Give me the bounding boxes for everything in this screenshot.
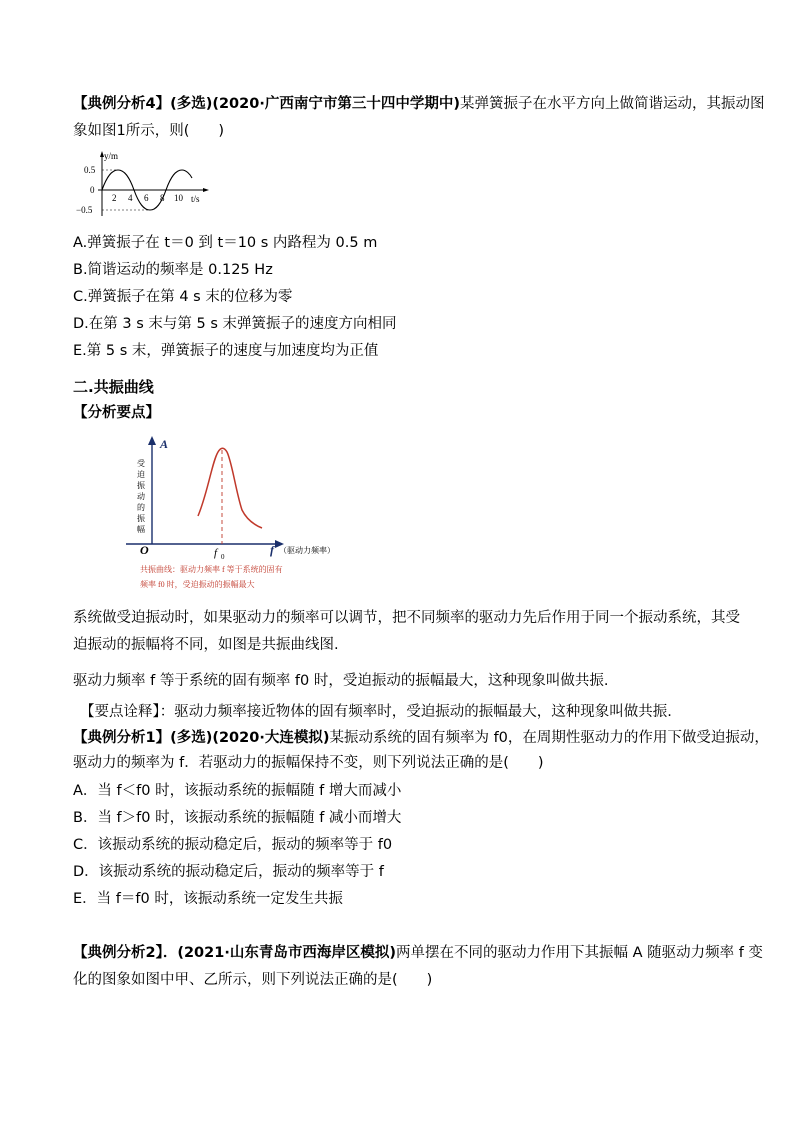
example-1-option-c: C．该振动系统的振动稳定后，振动的频率等于 f0 bbox=[73, 837, 393, 853]
example-1-title-line bbox=[73, 728, 769, 748]
x-tick-6: 6 bbox=[144, 193, 149, 203]
f0-subscript: 0 bbox=[221, 553, 225, 561]
example-1-stem-1: 某振动系统的固有频率为 f0，在周期性驱动力的作用下做受迫振动， bbox=[329, 730, 769, 746]
axis-y-desc-4: 动 bbox=[137, 492, 145, 501]
example-1-title: 【典例分析1】(多选)(2020·大连模拟) bbox=[73, 730, 330, 746]
caption-line-1: 共振曲线：驱动力频率 f 等于系统的固有 bbox=[140, 565, 283, 574]
y-tick-bottom: −0.5 bbox=[76, 205, 93, 215]
example-1-stem-2: 驱动力的频率为 f．若驱动力的振幅保持不变，则下列说法正确的是( ) bbox=[73, 755, 544, 771]
example-1-option-e: E．当 f＝f0 时，该振动系统一定发生共振 bbox=[73, 891, 343, 907]
example-4-option-b: B.简谐运动的频率是 0.125 Hz bbox=[73, 262, 273, 278]
paragraph-1-line-2: 迫振动的振幅将不同，如图是共振曲线图. bbox=[73, 637, 339, 653]
x-tick-10: 10 bbox=[174, 193, 183, 203]
axis-y-desc-1: 受 bbox=[137, 459, 145, 468]
example-1-option-a: A．当 f＜f0 时，该振动系统的振幅随 f 增大而减小 bbox=[73, 783, 402, 799]
y-tick-top: 0.5 bbox=[84, 165, 96, 175]
axis-y-desc-7: 幅 bbox=[137, 525, 145, 534]
example-4-stem-2: 象如图1所示，则( ) bbox=[73, 123, 225, 139]
axis-x-desc: （驱动力频率） bbox=[279, 546, 335, 555]
example-2-stem-2: 化的图象如图中甲、乙所示，则下列说法正确的是( ) bbox=[73, 972, 433, 988]
example-4-title: 【典例分析4】(多选)(2020·广西南宁市第三十四中学期中) bbox=[73, 96, 460, 112]
axis-y-desc-6: 振 bbox=[137, 514, 145, 523]
vibration-graph bbox=[74, 148, 214, 223]
axis-x-label: f bbox=[270, 543, 274, 557]
example-4-option-d: D.在第 3 s 末与第 5 s 末弹簧振子的速度方向相同 bbox=[73, 316, 397, 332]
example-2-title: 【典例分析2】．(2021·山东青岛市西海岸区模拟) bbox=[73, 945, 396, 961]
y-tick-zero: 0 bbox=[90, 185, 95, 195]
resonance-curve bbox=[198, 448, 262, 528]
example-4-option-a: A.弹簧振子在 t＝0 到 t＝10 s 内路程为 0.5 m bbox=[73, 235, 378, 251]
example-2-stem-1: 两单摆在不同的驱动力作用下其振幅 A 随驱动力频率 f 变 bbox=[395, 945, 763, 961]
axis-y-desc-5: 的 bbox=[137, 503, 145, 512]
origin-label: O bbox=[140, 543, 149, 557]
example-1-option-b: B．当 f＞f0 时，该振动系统的振幅随 f 减小而增大 bbox=[73, 810, 402, 826]
example-4-option-c: C.弹簧振子在第 4 s 末的位移为零 bbox=[73, 289, 293, 305]
y-axis-label: y/m bbox=[104, 151, 119, 161]
axis-y-desc-3: 振 bbox=[137, 481, 145, 490]
resonance-curve-figure bbox=[118, 432, 366, 592]
example-2-title-line bbox=[73, 943, 763, 963]
x-tick-2: 2 bbox=[112, 193, 117, 203]
example-4-stem-1: 某弹簧振子在水平方向上做简谐运动，其振动图 bbox=[459, 96, 765, 112]
x-axis-label: t/s bbox=[191, 194, 200, 204]
paragraph-3: 【要点诠释】：驱动力频率接近物体的固有频率时，受迫振动的振幅最大，这种现象叫做共振. bbox=[80, 704, 672, 720]
axis-y-label: A bbox=[160, 437, 169, 451]
f0-label: f bbox=[214, 547, 218, 559]
key-points-label: 【分析要点】 bbox=[73, 405, 160, 421]
example-4-title-line bbox=[73, 94, 764, 114]
paragraph-1-line-1: 系统做受迫振动时，如果驱动力的频率可以调节，把不同频率的驱动力先后作用于同一个振动系统，其受 bbox=[73, 610, 740, 626]
section-heading: 二.共振曲线 bbox=[73, 378, 154, 396]
example-4-option-e: E.第 5 s 末，弹簧振子的速度与加速度均为正值 bbox=[73, 343, 379, 359]
example-1-option-d: D．该振动系统的振动稳定后，振动的频率等于 f bbox=[73, 864, 384, 880]
paragraph-2: 驱动力频率 f 等于系统的固有频率 f0 时，受迫振动的振幅最大，这种现象叫做共振. bbox=[73, 673, 609, 689]
caption-line-2: 频率 f0 时，受迫振动的振幅最大 bbox=[140, 580, 255, 589]
x-tick-4: 4 bbox=[128, 193, 133, 203]
axis-y-desc-2: 迫 bbox=[137, 470, 145, 479]
x-tick-8: 8 bbox=[160, 193, 165, 203]
